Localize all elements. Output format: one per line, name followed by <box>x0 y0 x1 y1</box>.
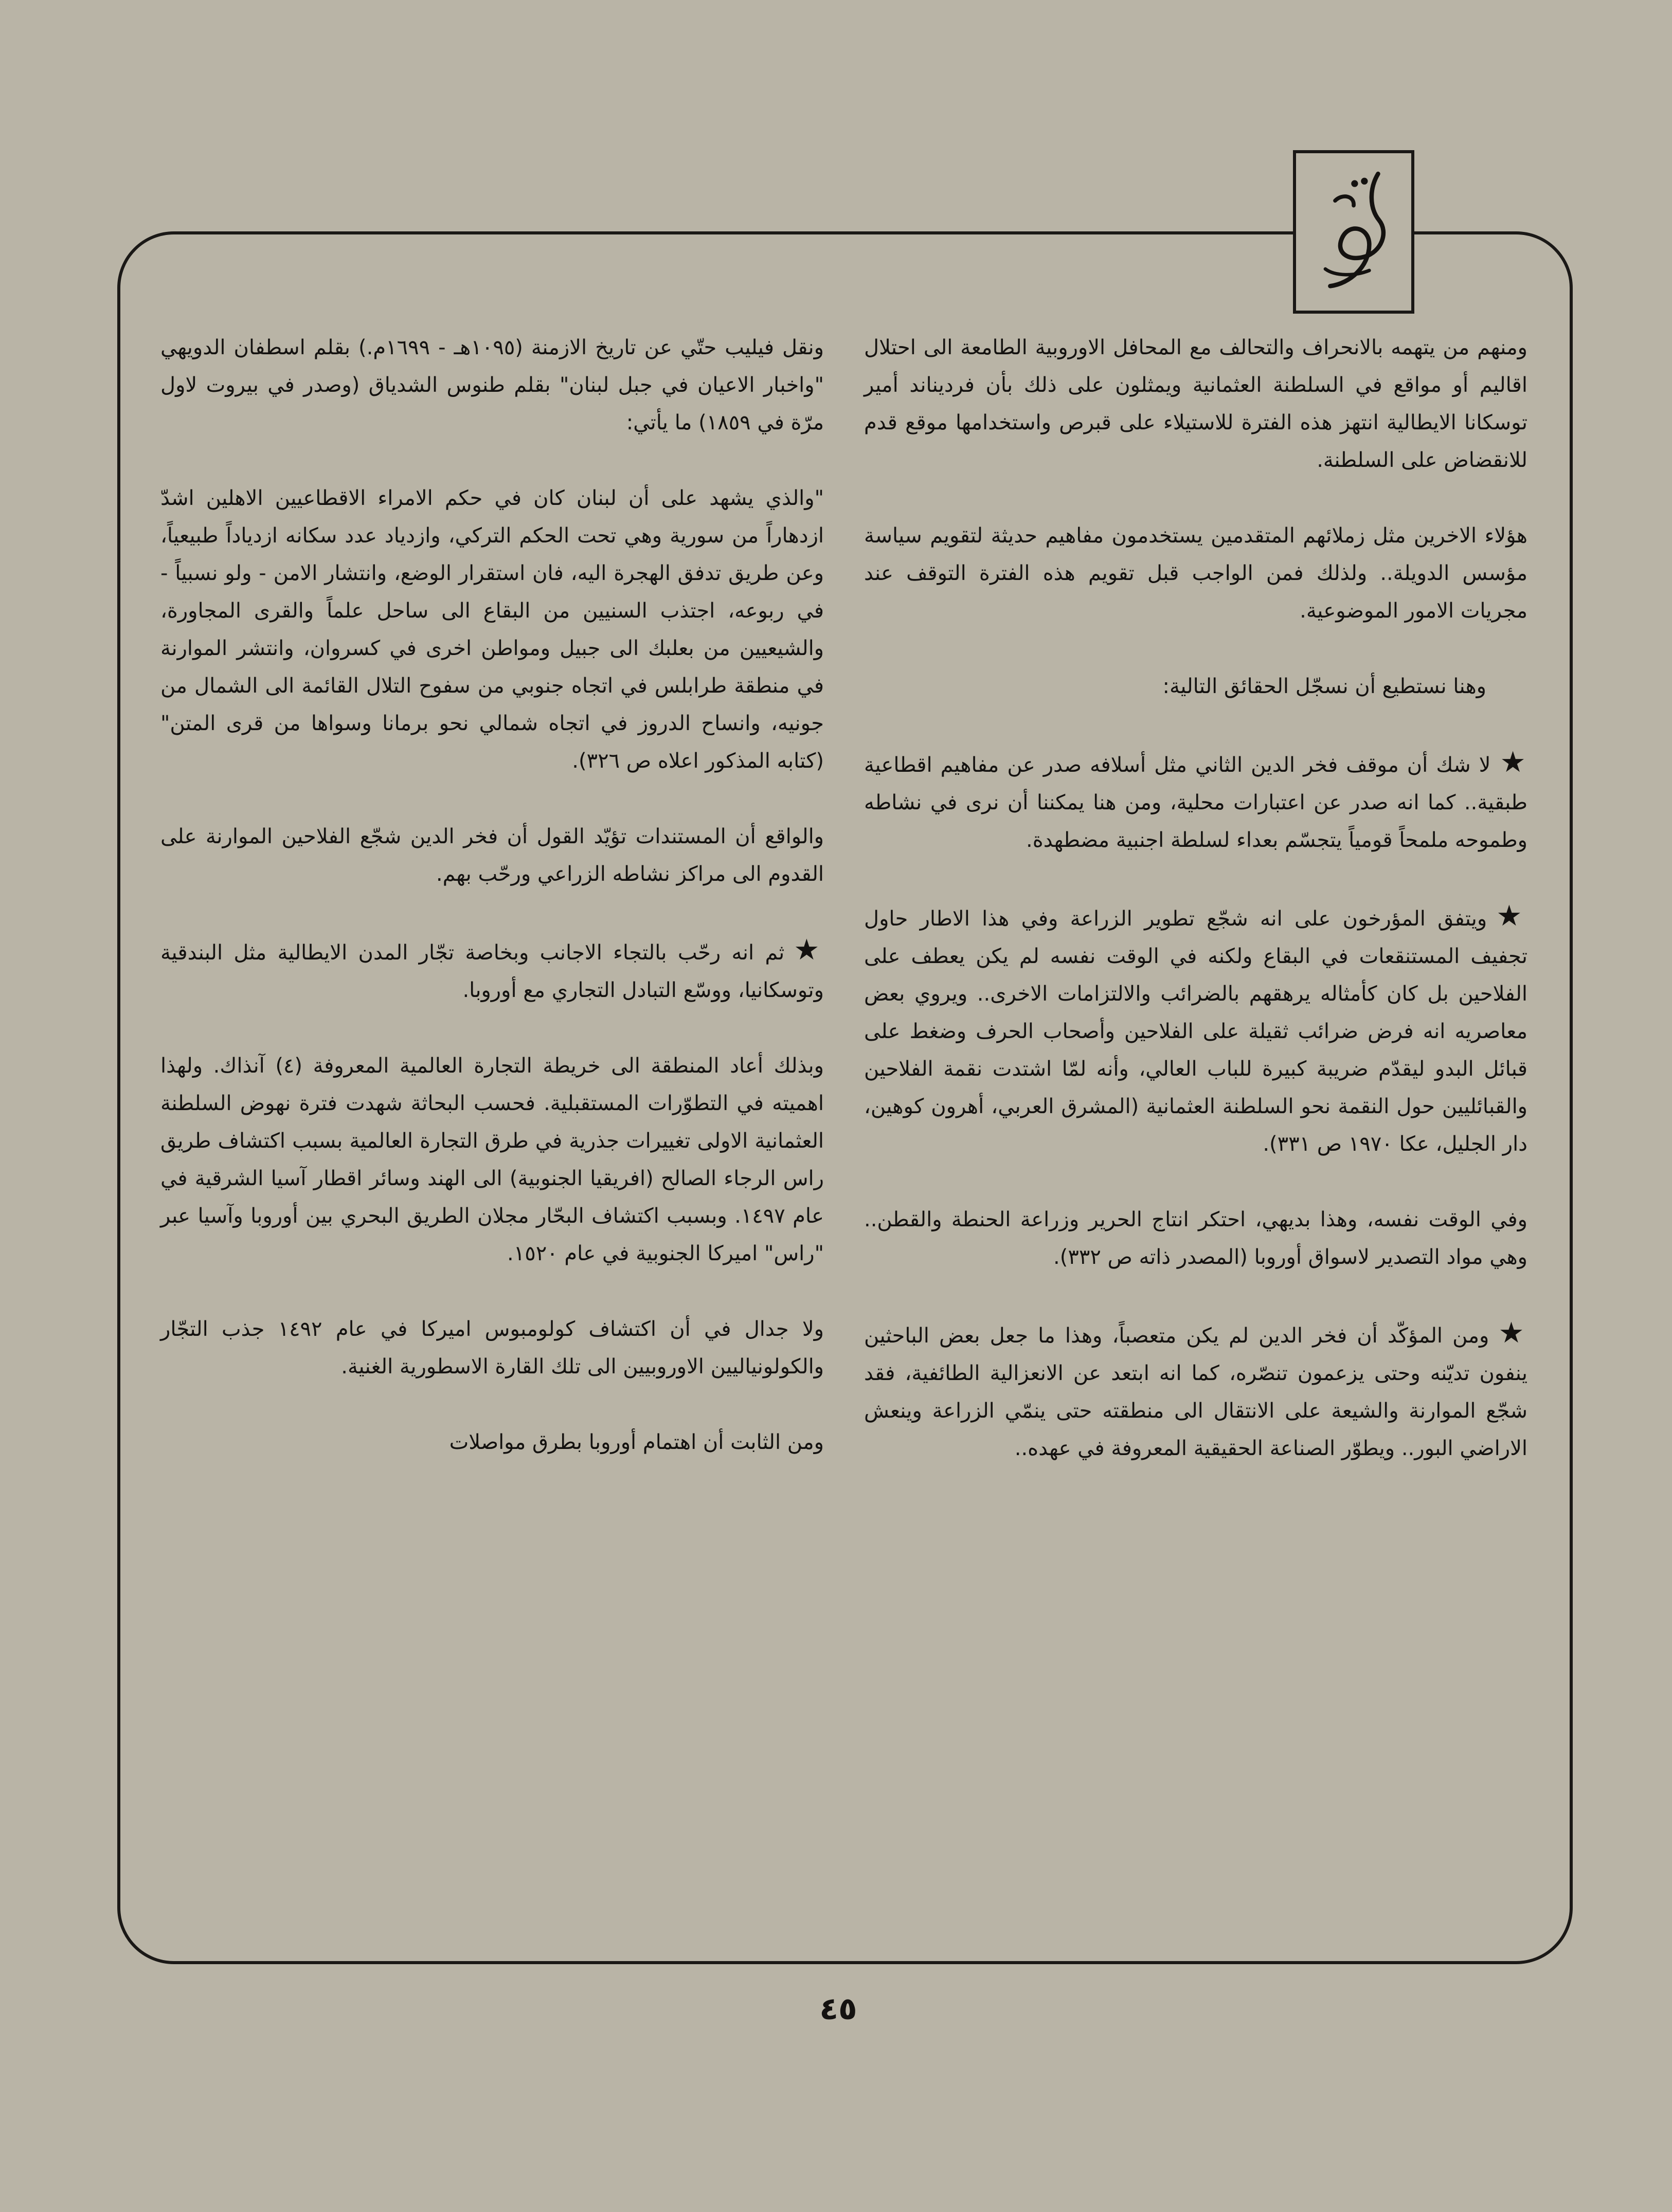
paragraph-text: ثم انه رحّب بالتجاء الاجانب وبخاصة تجّار المدن الايطالية مثل البندقية وتوسكانيا، ووسّع التبادل التجاري مع أوروبا. <box>160 941 824 1002</box>
paragraph <box>864 517 1527 630</box>
paragraph <box>160 931 824 1009</box>
paragraph <box>864 1201 1527 1276</box>
page-number: ٤٥ <box>819 1991 857 2027</box>
paragraph-text: والواقع أن المستندات تؤيّد القول أن فخر الدين شجّع الفلاحين الموارنة على القدوم الى مراكز نشاطه الزراعي ورحّب بهم. <box>160 825 824 886</box>
paragraph <box>160 1311 824 1386</box>
star-icon: ★ <box>1496 899 1527 933</box>
paragraph-text: ويتفق المؤرخون على انه شجّع تطوير الزراعة وفي هذا الاطار حاول تجفيف المستنقعات في البقاع ولكنه في الوقت نفسه لم يكن يعطف على الفلاحين بل كان كأمثاله يرهقهم بالضرائب والالتزامات الاخرى.. ويروي بعض معاصريه انه فرض ضرائب ثقيلة على الفلاحين وأصحاب الحرف وضغط على قبائل البدو ليقدّم ضريبة كبيرة للباب العالي، وأنه لمّا اشتدت نقمة الفلاحين والقبائليين حول النقمة نحو السلطنة العثمانية (المشرق العربي، أهرون كوهين، دار الجليل، عكا ١٩٧٠ ص ٣٣١). <box>864 907 1527 1156</box>
paragraph-text: ونقل فيليب حتّي عن تاريخ الازمنة (١٠٩٥هـ - ١٦٩٩م.) بقلم اسطفان الدويهي "واخبار الاعيان في جبل لبنان" بقلم طنوس الشدياق (وصدر في بيروت لاول مرّة في ١٨٥٩) ما يأتي: <box>160 336 824 434</box>
star-icon: ★ <box>1500 746 1527 779</box>
paragraph-text: لا شك أن موقف فخر الدين الثاني مثل أسلافه صدر عن مفاهيم اقطاعية طبقية.. كما انه صدر عن اعتبارات محلية، ومن هنا يمكننا أن نرى في نشاطه وطموحه ملمحاً قومياً يتجسّم بعداء لسلطة اجنبية مضطهدة. <box>864 753 1527 852</box>
paragraph-text: وفي الوقت نفسه، وهذا بديهي، احتكر انتاج الحرير وزراعة الحنطة والقطن.. وهي مواد التصدير لاسواق أوروبا (المصدر ذاته ص ٣٣٢). <box>864 1208 1527 1269</box>
paragraph <box>864 897 1527 1163</box>
paragraph-text: هؤلاء الاخرين مثل زملائهم المتقدمين يستخدمون مفاهيم حديثة لتقويم سياسة مؤسس الدويلة.. ولذلك فمن الواجب قبل تقويم هذه الفترة التوقف عند مجريات الامور الموضوعية. <box>864 524 1527 623</box>
paragraph-text: "والذي يشهد على أن لبنان كان في حكم الامراء الاقطاعيين الاهلين اشدّ ازدهاراً من سورية وهي تحت الحكم التركي، وازدياد عدد سكانه ازدياداً طبيعياً، وعن طريق تدفق الهجرة اليه، فان استقرار الوضع، وانتشار الامن - ولو نسبياً - في ربوعه، اجتذب السنيين من البقاع الى ساحل علماً والقرى المجاورة، والشيعيين من بعلبك الى جبيل ومواطن اخرى في كسروان، وانتشر الموارنة في منطقة طرابلس في اتجاه جنوبي من سفوح التلال القائمة الى الشمال من جونيه، وانساح الدروز في اتجاه شمالي نحو برمانا وسواها من قرى المتن" (كتابه المذكور اعلاه ص ٣٢٦). <box>160 486 824 773</box>
paragraph <box>864 1314 1527 1467</box>
paragraph <box>160 329 824 442</box>
paragraph-text: ومن المؤكّد أن فخر الدين لم يكن متعصباً، وهذا ما جعل بعض الباحثين ينفون تديّنه وحتى يزعمون تنصّره، كما انه ابتعد عن الانعزالية الطائفية، فقد شجّع الموارنة والشيعة على الانتقال الى منطقته حتى ينمّي الزراعة وينعش الاراضي البور.. ويطوّر الصناعة الحقيقية المعروفة في عهده.. <box>864 1324 1527 1460</box>
paragraph-text: ومنهم من يتهمه بالانحراف والتحالف مع المحافل الاوروبية الطامعة الى احتلال اقاليم أو مواقع في السلطنة العثمانية ويمثلون على ذلك بأن فرديناند أمير توسكانا الايطالية انتهز هذه الفترة للاستيلاء على قبرص واستخدامها موقع قدم للانقضاض على السلطنة. <box>864 336 1527 472</box>
paragraph <box>160 1047 824 1273</box>
paragraph-text: ومن الثابت أن اهتمام أوروبا بطرق مواصلات <box>449 1430 824 1454</box>
right-column <box>864 329 1527 1506</box>
paragraph-text: وبذلك أعاد المنطقة الى خريطة التجارة العالمية المعروفة (٤) آنذاك. ولهذا اهميته في التطوّرات المستقبلية. فحسب البحاثة شهدت فترة نهوض السلطنة العثمانية الاولى تغييرات جذرية في طرق التجارة العالمية بسبب اكتشاف طريق راس الرجاء الصالح (افريقيا الجنوبية) الى الهند وسائر اقطار آسيا الشرقية في عام ١٤٩٧. وبسبب اكتشاف البحّار مجلان الطريق البحري بين أوروبا وآسيا عبر "راس" اميركا الجنوبية في عام ١٥٢٠. <box>160 1054 824 1265</box>
paragraph-text: وهنا نستطيع أن نسجّل الحقائق التالية: <box>1162 675 1486 698</box>
star-icon: ★ <box>794 933 824 967</box>
paragraph <box>864 744 1527 859</box>
quote-paragraph <box>160 480 824 780</box>
paragraph <box>160 818 824 893</box>
calligraphy-logo-icon <box>1296 153 1411 311</box>
paragraph-text: ولا جدال في أن اكتشاف كولومبوس اميركا في عام ١٤٩٢ جذب التجّار والكولونياليين الاوروبيين الى تلك القارة الاسطورية الغنية. <box>160 1317 824 1379</box>
paragraph <box>160 1424 824 1461</box>
section-logo <box>1293 150 1414 314</box>
paragraph <box>864 329 1527 479</box>
left-column <box>160 329 824 1499</box>
star-icon: ★ <box>1498 1316 1527 1350</box>
paragraph <box>864 668 1527 705</box>
